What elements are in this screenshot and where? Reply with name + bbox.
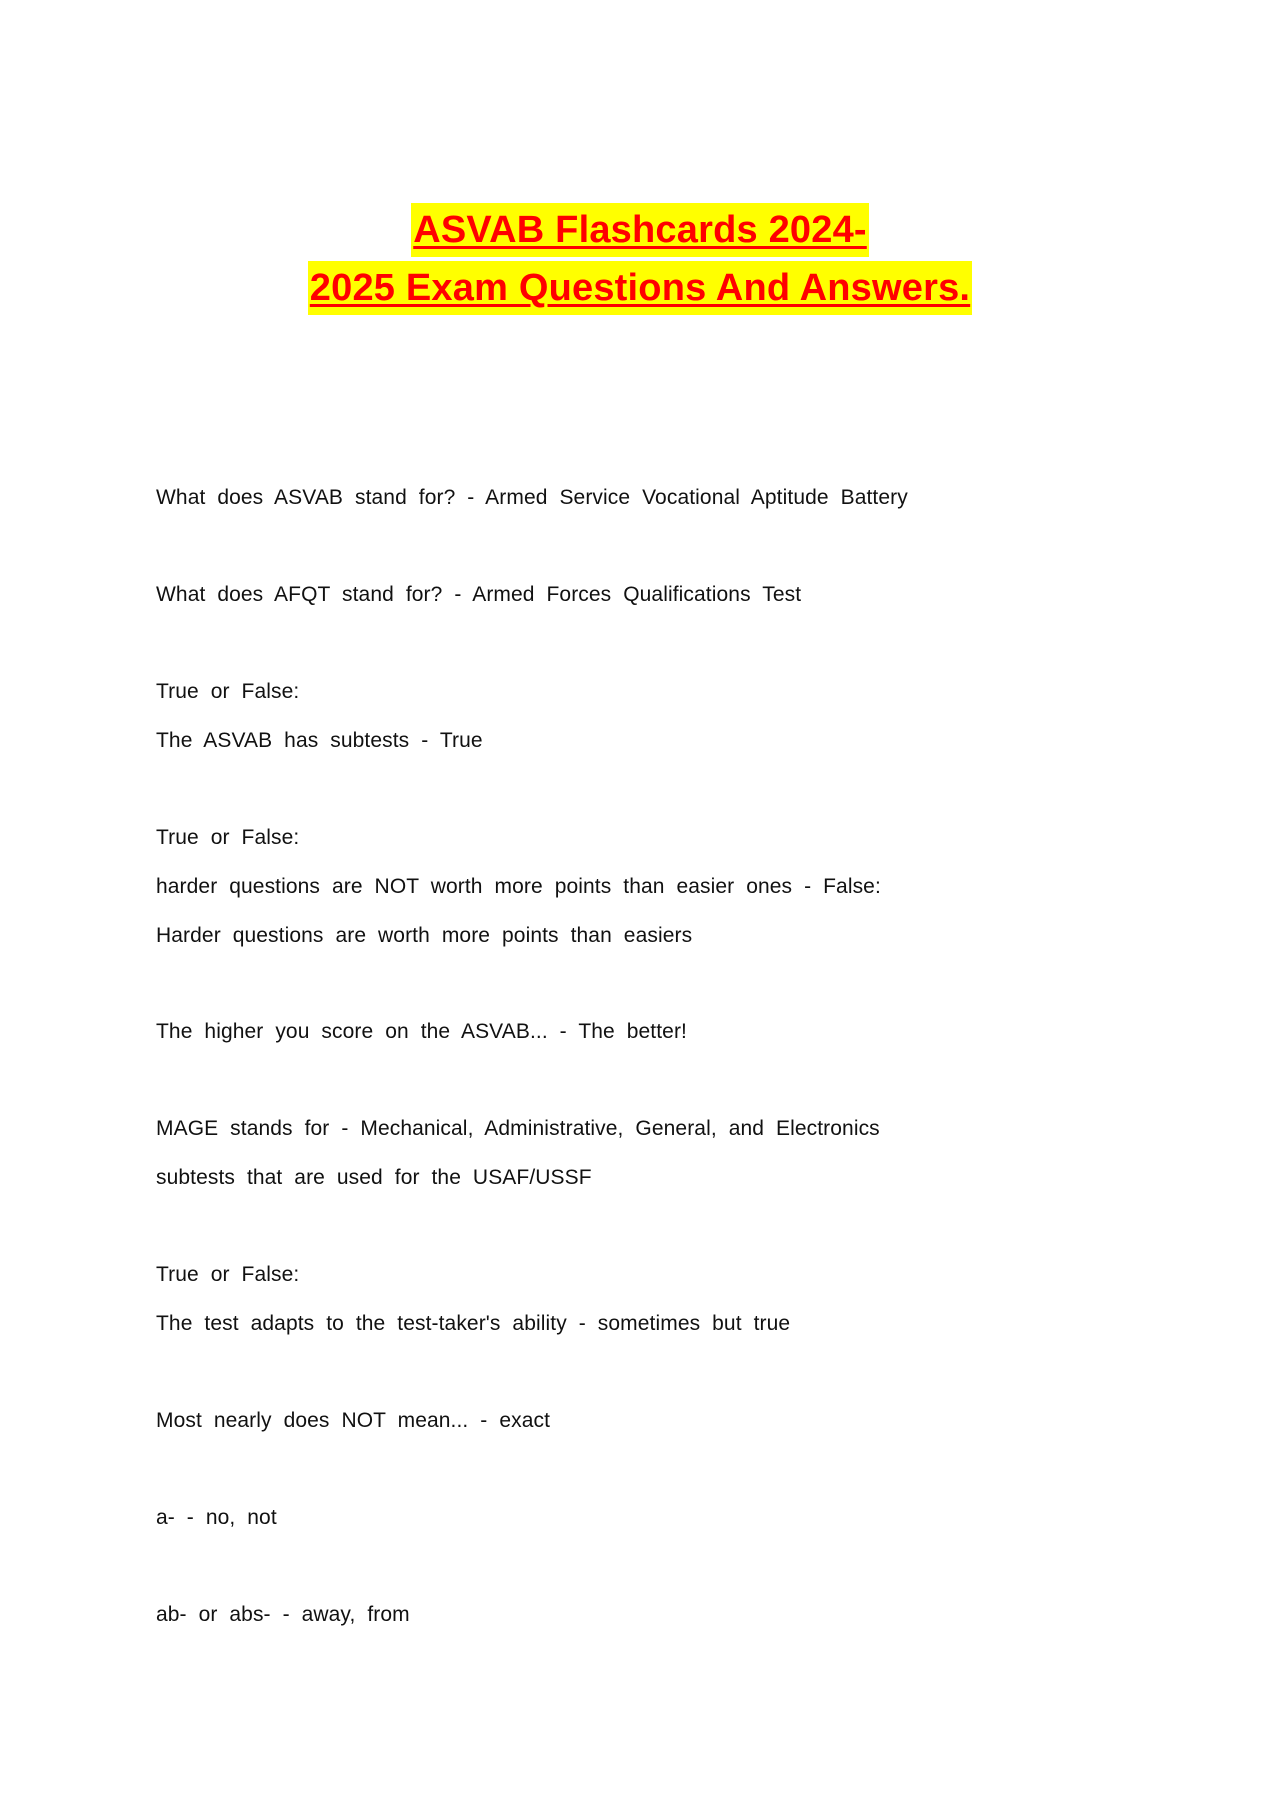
card-line: Most nearly does NOT mean... - exact xyxy=(156,1409,551,1432)
card-line: ab- or abs- - away, from xyxy=(156,1603,410,1626)
card-line: True or False: xyxy=(156,1263,300,1286)
card-line: The test adapts to the test-taker's ability - sometimes but true xyxy=(156,1312,791,1335)
flashcard-text-3 xyxy=(156,667,1156,765)
flashcard-text-5 xyxy=(156,1007,1156,1056)
card-line: a- - no, not xyxy=(156,1506,277,1529)
card-line: The ASVAB has subtests - True xyxy=(156,729,483,752)
card-line: Harder questions are worth more points than easiers xyxy=(156,924,693,947)
title-line-2: 2025 Exam Questions And Answers. xyxy=(308,261,972,315)
title-line-1: ASVAB Flashcards 2024- xyxy=(411,203,869,257)
card-line: harder questions are NOT worth more points than easier ones - False: xyxy=(156,875,881,898)
card-line: The higher you score on the ASVAB... - The better! xyxy=(156,1020,687,1043)
flashcard-text-2 xyxy=(156,570,1156,619)
card-line: What does AFQT stand for? - Armed Forces Qualifications Test xyxy=(156,583,802,606)
card-line: subtests that are used for the USAF/USSF xyxy=(156,1166,592,1189)
flashcard-text-9 xyxy=(156,1493,1156,1542)
card-line: True or False: xyxy=(156,826,300,849)
flashcard-text-1 xyxy=(156,473,1156,522)
document-title xyxy=(0,203,1280,315)
flashcard-text-7 xyxy=(156,1250,1156,1348)
flashcard-text-6 xyxy=(156,1104,1156,1202)
flashcard-text-8 xyxy=(156,1396,1156,1445)
flashcard-text-10 xyxy=(156,1590,1156,1639)
card-line: What does ASVAB stand for? - Armed Service Vocational Aptitude Battery xyxy=(156,486,908,509)
flashcard-text-4 xyxy=(156,813,1156,960)
card-line: MAGE stands for - Mechanical, Administrative, General, and Electronics xyxy=(156,1117,880,1140)
card-line: True or False: xyxy=(156,680,300,703)
